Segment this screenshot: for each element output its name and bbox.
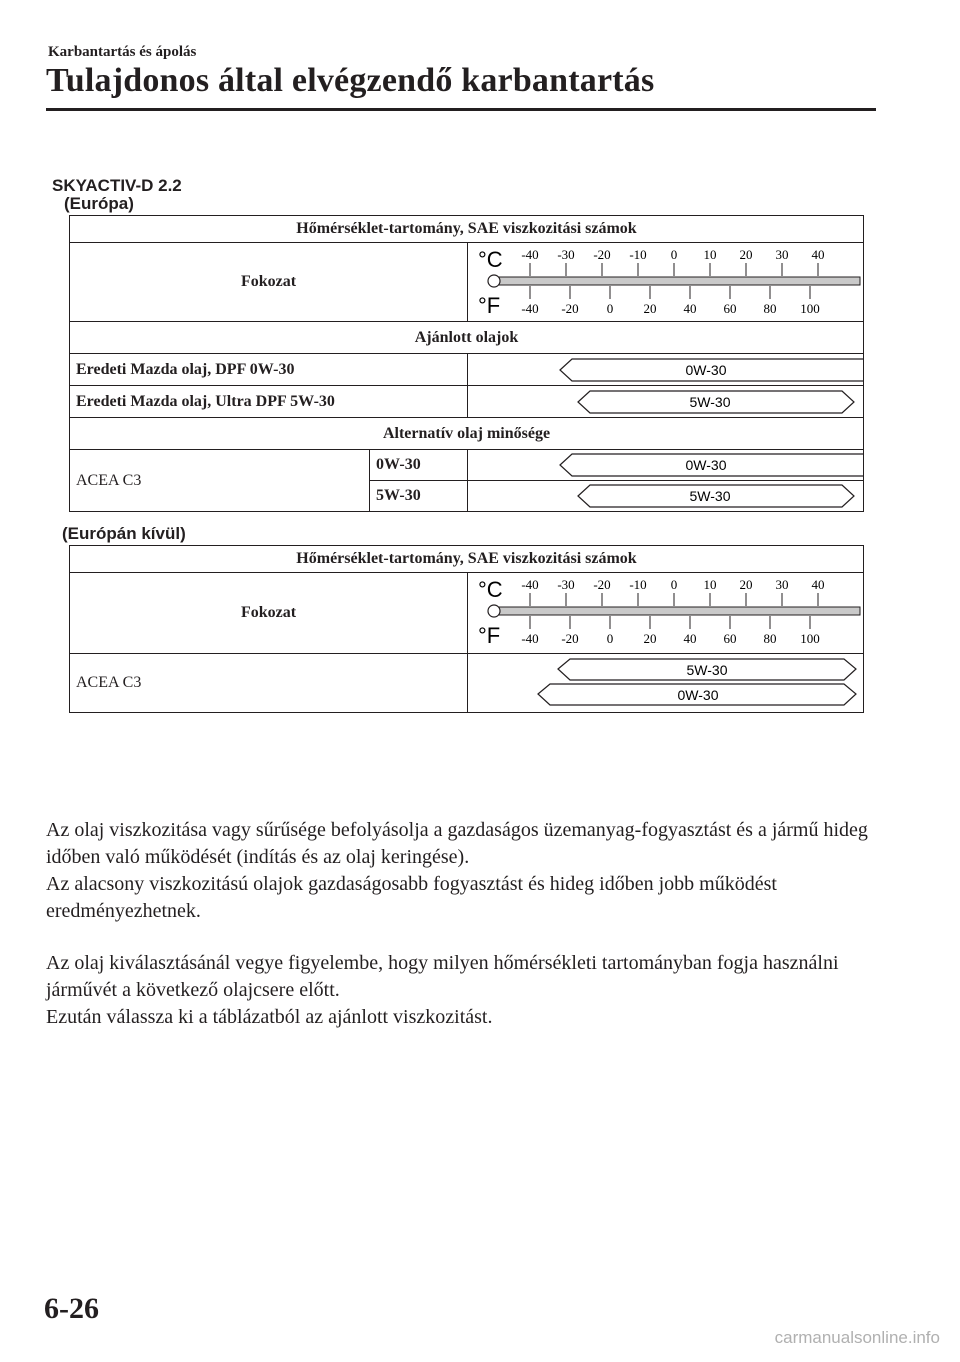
fahrenheit-unit: °F — [478, 293, 501, 318]
grade-label: Fokozat — [70, 243, 468, 322]
fahrenheit-tick-label: -40 — [521, 301, 539, 316]
fahrenheit-tick-label: 20 — [643, 631, 657, 646]
viscosity-bar-label: 5W-30 — [686, 662, 728, 678]
fahrenheit-tick-label: 60 — [723, 631, 737, 646]
viscosity-bar-label: 5W-30 — [689, 487, 731, 504]
celsius-tick-label: 20 — [739, 247, 753, 262]
viscosity-bar-cell — [468, 386, 864, 418]
celsius-tick-label: -30 — [557, 577, 575, 592]
fahrenheit-tick-label: 100 — [800, 631, 820, 646]
celsius-tick-label: -10 — [629, 577, 647, 592]
temperature-bar — [492, 607, 860, 615]
viscosity-bar-cell — [468, 481, 864, 512]
alternative-grade: 0W-30 — [370, 450, 468, 481]
section-label: Karbantartás és ápolás — [48, 44, 197, 60]
viscosity-bar-cell — [468, 354, 864, 386]
temperature-scale-svg — [474, 573, 864, 653]
recommended-oil-label: Eredeti Mazda olaj, Ultra DPF 5W-30 — [70, 386, 468, 418]
fahrenheit-tick-label: 0 — [606, 301, 614, 316]
temp-range-header: Hőmérséklet-tartomány, SAE viszkozitási számok — [70, 216, 864, 243]
paragraph-viscosity: Az olaj viszkozitása vagy sűrűsége befolyásolja a gazdaságos üzemanyag-fogyasztást és a jármű hideg időben való működését (indítás és az olaj keringése). — [46, 819, 868, 868]
viscosity-bars — [474, 654, 864, 712]
viscosity-bar-cell — [468, 654, 864, 713]
viscosity-bar-label: 0W-30 — [685, 456, 727, 473]
oil-table-outside-europe — [69, 545, 864, 713]
watermark: carmanualsonline.info — [774, 1328, 940, 1347]
celsius-tick-label: 30 — [775, 577, 789, 592]
viscosity-bar-label: 0W-30 — [677, 687, 719, 703]
celsius-tick-label: 30 — [775, 247, 789, 262]
celsius-tick-label: 0 — [670, 577, 678, 592]
viscosity-bar-label: 5W-30 — [689, 393, 731, 410]
fahrenheit-unit: °F — [478, 623, 501, 648]
fahrenheit-tick-label: 80 — [763, 631, 777, 646]
table-row — [70, 654, 864, 713]
engine-label: SKYACTIV-D 2.2 — [52, 176, 182, 195]
title-rule — [46, 108, 876, 111]
paragraph-selection: Az olaj kiválasztásánál vegye figyelembe, hogy milyen hőmérsékleti tartományban fogja használni járművét a következő olajcsere előtt. — [46, 952, 839, 1001]
region-outside-europe-label: (Európán kívül) — [62, 524, 186, 543]
celsius-tick-label: -40 — [521, 577, 539, 592]
celsius-unit: °C — [478, 247, 503, 272]
temperature-bar — [492, 277, 860, 285]
recommended-header: Ajánlott olajok — [70, 322, 864, 354]
viscosity-bar — [474, 451, 864, 480]
temp-range-header: Hőmérséklet-tartomány, SAE viszkozitási számok — [70, 546, 864, 573]
grade-label: Fokozat — [70, 573, 468, 654]
fahrenheit-tick-label: 60 — [723, 301, 737, 316]
region-europe-label: (Európa) — [64, 194, 134, 213]
celsius-tick-label: -10 — [629, 247, 647, 262]
alternative-header: Alternatív olaj minősége — [70, 418, 864, 450]
viscosity-bar — [474, 482, 864, 511]
paragraph-low-viscosity: Az alacsony viszkozitású olajok gazdaságosabb fogyasztást és hideg időben jobb működést eredményezhetnek. — [46, 873, 777, 922]
celsius-tick-label: -40 — [521, 247, 539, 262]
celsius-tick-label: -30 — [557, 247, 575, 262]
celsius-tick-label: 40 — [811, 247, 825, 262]
celsius-tick-label: -20 — [593, 247, 611, 262]
page-title: Tulajdonos által elvégzendő karbantartás — [46, 62, 655, 99]
celsius-tick-label: 0 — [670, 247, 678, 262]
fahrenheit-tick-label: 20 — [643, 301, 657, 316]
page-number: 6-26 — [44, 1292, 99, 1325]
alternative-spec: ACEA C3 — [70, 450, 370, 512]
oil-table-europe — [69, 215, 864, 512]
fahrenheit-tick-label: 100 — [800, 301, 820, 316]
viscosity-bar — [474, 355, 864, 385]
alternative-grade: 5W-30 — [370, 481, 468, 512]
recommended-oil-label: Eredeti Mazda olaj, DPF 0W-30 — [70, 354, 468, 386]
celsius-tick-label: 10 — [703, 247, 717, 262]
temperature-scale — [468, 243, 864, 322]
celsius-tick-label: 10 — [703, 577, 717, 592]
fahrenheit-tick-label: -20 — [561, 631, 579, 646]
table-row — [70, 386, 864, 418]
fahrenheit-tick-label: 80 — [763, 301, 777, 316]
fahrenheit-tick-label: 40 — [683, 631, 697, 646]
thermometer-bulb — [488, 605, 500, 617]
paragraph-choose: Ezután válassza ki a táblázatból az ajánlott viszkozitást. — [46, 1006, 493, 1028]
celsius-unit: °C — [478, 577, 503, 602]
viscosity-bar-label: 0W-30 — [685, 361, 727, 378]
temperature-scale-svg — [474, 243, 864, 321]
celsius-tick-label: -20 — [593, 577, 611, 592]
spec-label: ACEA C3 — [70, 654, 468, 713]
fahrenheit-tick-label: 0 — [606, 631, 614, 646]
viscosity-bar — [474, 387, 864, 417]
fahrenheit-tick-label: -40 — [521, 631, 539, 646]
viscosity-bar-cell — [468, 450, 864, 481]
fahrenheit-tick-label: -20 — [561, 301, 579, 316]
table-row — [70, 450, 864, 481]
fahrenheit-tick-label: 40 — [683, 301, 697, 316]
celsius-tick-label: 40 — [811, 577, 825, 592]
temperature-scale — [468, 573, 864, 654]
table-row — [70, 354, 864, 386]
thermometer-bulb — [488, 275, 500, 287]
celsius-tick-label: 20 — [739, 577, 753, 592]
